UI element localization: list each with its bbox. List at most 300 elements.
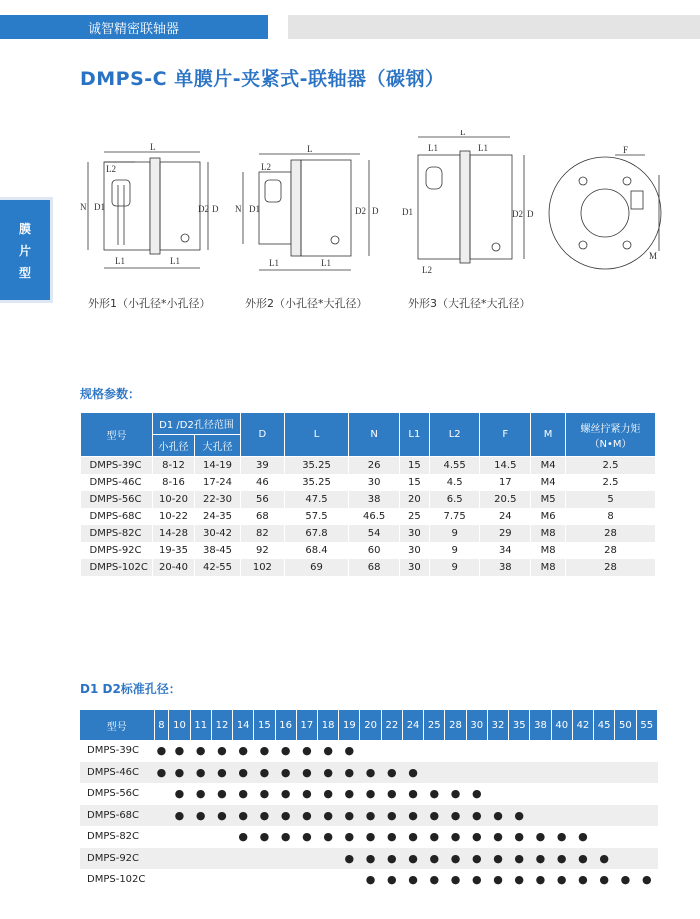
available-dot: ● xyxy=(254,762,275,784)
available-dot: ● xyxy=(233,740,254,762)
table-cell: 42-55 xyxy=(195,559,241,576)
table-cell: 30-42 xyxy=(195,525,241,542)
table-cell: 68 xyxy=(349,559,400,576)
table-cell: 34 xyxy=(480,542,531,559)
available-dot: ● xyxy=(445,826,466,848)
col-header-L2: L2 xyxy=(429,413,480,457)
available-dot: ● xyxy=(551,826,572,848)
table-cell: 38 xyxy=(349,491,400,508)
empty-cell xyxy=(530,762,551,784)
available-dot: ● xyxy=(154,740,169,762)
available-dot: ● xyxy=(190,805,211,827)
col-header-model: 型号 xyxy=(80,710,154,740)
table-cell: 35.25 xyxy=(284,457,349,474)
table-cell: 54 xyxy=(349,525,400,542)
figure-3-drawing xyxy=(402,130,534,275)
available-dot: ● xyxy=(318,783,339,805)
available-dot: ● xyxy=(360,783,381,805)
table-cell: 14-19 xyxy=(195,457,241,474)
available-dot: ● xyxy=(509,869,530,891)
table-row xyxy=(81,542,656,559)
table-cell: 9 xyxy=(429,542,480,559)
available-dot: ● xyxy=(211,762,232,784)
empty-cell xyxy=(551,783,572,805)
col-header-N: N xyxy=(349,413,400,457)
available-dot: ● xyxy=(318,826,339,848)
dim-label-L2: L2 xyxy=(422,265,432,275)
empty-cell xyxy=(636,805,657,827)
table-cell: 28 xyxy=(566,559,656,576)
available-dot: ● xyxy=(572,869,593,891)
empty-cell xyxy=(509,762,530,784)
empty-cell xyxy=(615,783,636,805)
empty-cell xyxy=(594,783,615,805)
table-cell: 68.4 xyxy=(284,542,349,559)
empty-cell xyxy=(551,740,572,762)
col-header-size: 50 xyxy=(615,710,636,740)
empty-cell xyxy=(154,848,169,870)
table-cell: 6.5 xyxy=(429,491,480,508)
table-cell: 20.5 xyxy=(480,491,531,508)
side-tab-char: 膜 xyxy=(18,221,31,236)
empty-cell xyxy=(339,869,360,891)
dim-label-L: L xyxy=(460,130,466,137)
dim-label-L2: L2 xyxy=(106,164,116,174)
dim-label-L1: L1 xyxy=(269,258,279,268)
brand-name: 诚智精密联轴器 xyxy=(88,22,180,37)
empty-cell xyxy=(445,740,466,762)
available-dot: ● xyxy=(445,805,466,827)
table-cell: 25 xyxy=(399,508,429,525)
empty-cell xyxy=(360,740,381,762)
available-dot: ● xyxy=(466,805,487,827)
empty-cell xyxy=(530,805,551,827)
empty-cell xyxy=(594,826,615,848)
available-dot: ● xyxy=(402,826,423,848)
available-dot: ● xyxy=(381,783,402,805)
col-header-size: 14 xyxy=(233,710,254,740)
table-row xyxy=(80,826,658,848)
dim-label-D: D xyxy=(212,204,219,214)
dim-label-D1: D1 xyxy=(94,202,105,212)
empty-cell xyxy=(636,783,657,805)
available-dot: ● xyxy=(339,740,360,762)
empty-cell xyxy=(445,762,466,784)
empty-cell xyxy=(318,848,339,870)
table-row xyxy=(80,869,658,891)
side-tab-char: 片 xyxy=(18,243,31,258)
table-cell: M5 xyxy=(531,491,566,508)
table-cell: 14-28 xyxy=(153,525,195,542)
model-cell: DMPS-82C xyxy=(81,525,153,542)
spec-table xyxy=(80,412,656,576)
available-dot: ● xyxy=(466,783,487,805)
empty-cell xyxy=(154,869,169,891)
dim-label-D1: D1 xyxy=(402,207,413,217)
empty-cell xyxy=(466,762,487,784)
dim-label-L1: L1 xyxy=(170,256,180,266)
available-dot: ● xyxy=(318,805,339,827)
table-cell: 82 xyxy=(241,525,285,542)
empty-cell xyxy=(296,848,317,870)
table-cell: 19-35 xyxy=(153,542,195,559)
empty-cell xyxy=(233,869,254,891)
empty-cell xyxy=(190,826,211,848)
available-dot: ● xyxy=(169,740,190,762)
table-cell: 5 xyxy=(566,491,656,508)
available-dot: ● xyxy=(211,740,232,762)
empty-cell xyxy=(296,869,317,891)
available-dot: ● xyxy=(190,783,211,805)
available-dot: ● xyxy=(360,869,381,891)
empty-cell xyxy=(551,805,572,827)
available-dot: ● xyxy=(530,826,551,848)
dim-label-L1: L1 xyxy=(478,143,488,153)
empty-cell xyxy=(572,783,593,805)
model-cell: DMPS-39C xyxy=(80,740,154,762)
available-dot: ● xyxy=(551,869,572,891)
table-row xyxy=(81,525,656,542)
table-cell: 9 xyxy=(429,559,480,576)
dim-label-D2: D2 xyxy=(198,204,209,214)
available-dot: ● xyxy=(233,826,254,848)
available-dot: ● xyxy=(190,740,211,762)
table-row xyxy=(81,491,656,508)
col-header-size: 35 xyxy=(509,710,530,740)
available-dot: ● xyxy=(169,783,190,805)
table-cell: 29 xyxy=(480,525,531,542)
empty-cell xyxy=(169,826,190,848)
empty-cell xyxy=(594,762,615,784)
empty-cell xyxy=(318,869,339,891)
table-cell: 38 xyxy=(480,559,531,576)
empty-cell xyxy=(509,783,530,805)
table-cell: 8-12 xyxy=(153,457,195,474)
col-header-M: M xyxy=(531,413,566,457)
table-row xyxy=(81,508,656,525)
dim-label-D2: D2 xyxy=(512,209,523,219)
available-dot: ● xyxy=(254,826,275,848)
table-cell: 35.25 xyxy=(284,474,349,491)
dim-label-L: L xyxy=(307,144,313,154)
table-cell: 2.5 xyxy=(566,457,656,474)
empty-cell xyxy=(381,740,402,762)
dim-label-F: F xyxy=(623,145,629,155)
available-dot: ● xyxy=(551,848,572,870)
col-header-bore-range: D1 /D2孔径范围 xyxy=(153,413,241,435)
empty-cell xyxy=(636,762,657,784)
available-dot: ● xyxy=(636,869,657,891)
col-header-size: 16 xyxy=(275,710,296,740)
empty-cell xyxy=(487,740,508,762)
table-cell: 68 xyxy=(241,508,285,525)
table-cell: 56 xyxy=(241,491,285,508)
header-bar xyxy=(0,15,268,39)
empty-cell xyxy=(233,848,254,870)
dim-label-L1: L1 xyxy=(428,143,438,153)
available-dot: ● xyxy=(275,762,296,784)
bore-size-table xyxy=(80,710,658,891)
available-dot: ● xyxy=(169,762,190,784)
dim-label-D1: D1 xyxy=(249,204,260,214)
model-cell: DMPS-46C xyxy=(81,474,153,491)
available-dot: ● xyxy=(509,848,530,870)
available-dot: ● xyxy=(254,783,275,805)
coupling-drawings xyxy=(70,130,670,290)
available-dot: ● xyxy=(233,805,254,827)
empty-cell xyxy=(254,869,275,891)
available-dot: ● xyxy=(211,805,232,827)
table-cell: 28 xyxy=(566,525,656,542)
dim-label-L: L xyxy=(150,142,156,152)
available-dot: ● xyxy=(275,740,296,762)
empty-cell xyxy=(154,783,169,805)
model-cell: DMPS-39C xyxy=(81,457,153,474)
model-cell: DMPS-102C xyxy=(81,559,153,576)
spec-section-title: 规格参数： xyxy=(80,387,141,401)
available-dot: ● xyxy=(233,762,254,784)
available-dot: ● xyxy=(572,826,593,848)
empty-cell xyxy=(275,848,296,870)
col-header-size: 25 xyxy=(424,710,445,740)
table-cell: M8 xyxy=(531,542,566,559)
available-dot: ● xyxy=(190,762,211,784)
table-row xyxy=(80,740,658,762)
empty-cell xyxy=(509,740,530,762)
available-dot: ● xyxy=(509,805,530,827)
available-dot: ● xyxy=(318,762,339,784)
model-cell: DMPS-68C xyxy=(80,805,154,827)
table-cell: 30 xyxy=(399,525,429,542)
available-dot: ● xyxy=(360,762,381,784)
model-cell: DMPS-92C xyxy=(80,848,154,870)
page-title: DMPS-C 单膜片-夹紧式-联轴器（碳钢） xyxy=(80,68,445,90)
available-dot: ● xyxy=(360,848,381,870)
available-dot: ● xyxy=(296,805,317,827)
table-cell: 30 xyxy=(349,474,400,491)
col-header-size: 42 xyxy=(572,710,593,740)
col-header-size: 15 xyxy=(254,710,275,740)
available-dot: ● xyxy=(381,805,402,827)
model-cell: DMPS-46C xyxy=(80,762,154,784)
col-header-torque xyxy=(566,413,656,457)
table-cell: 46.5 xyxy=(349,508,400,525)
available-dot: ● xyxy=(296,783,317,805)
available-dot: ● xyxy=(381,762,402,784)
table-cell: 39 xyxy=(241,457,285,474)
figure-1-drawing xyxy=(80,142,219,268)
col-header-size: 32 xyxy=(487,710,508,740)
empty-cell xyxy=(551,762,572,784)
col-header-size: 45 xyxy=(594,710,615,740)
dim-label-L2: L2 xyxy=(261,162,271,172)
dim-label-D2: D2 xyxy=(355,206,366,216)
table-cell: 102 xyxy=(241,559,285,576)
available-dot: ● xyxy=(424,783,445,805)
available-dot: ● xyxy=(360,805,381,827)
col-header-size: 22 xyxy=(381,710,402,740)
dim-label-N: N xyxy=(235,204,242,214)
available-dot: ● xyxy=(445,869,466,891)
empty-cell xyxy=(169,848,190,870)
empty-cell xyxy=(594,805,615,827)
table-cell: 92 xyxy=(241,542,285,559)
dim-label-M: M xyxy=(649,251,658,261)
figure-2-drawing xyxy=(235,144,379,270)
available-dot: ● xyxy=(530,848,551,870)
dim-label-N: N xyxy=(80,202,87,212)
table-cell: 24-35 xyxy=(195,508,241,525)
side-tab xyxy=(0,200,50,300)
available-dot: ● xyxy=(339,783,360,805)
model-cell: DMPS-82C xyxy=(80,826,154,848)
table-row xyxy=(81,457,656,474)
table-cell: M8 xyxy=(531,559,566,576)
col-header-size: 10 xyxy=(169,710,190,740)
available-dot: ● xyxy=(424,869,445,891)
col-header-size: 28 xyxy=(445,710,466,740)
available-dot: ● xyxy=(487,805,508,827)
available-dot: ● xyxy=(339,762,360,784)
available-dot: ● xyxy=(402,762,423,784)
empty-cell xyxy=(530,740,551,762)
table-cell: 47.5 xyxy=(284,491,349,508)
col-header-size: 40 xyxy=(551,710,572,740)
available-dot: ● xyxy=(254,805,275,827)
available-dot: ● xyxy=(445,783,466,805)
table-cell: 10-22 xyxy=(153,508,195,525)
table-cell: 26 xyxy=(349,457,400,474)
available-dot: ● xyxy=(615,869,636,891)
table-cell: 4.5 xyxy=(429,474,480,491)
empty-cell xyxy=(572,805,593,827)
empty-cell xyxy=(615,848,636,870)
table-cell: 8 xyxy=(566,508,656,525)
empty-cell xyxy=(211,869,232,891)
table-cell: 15 xyxy=(399,474,429,491)
dim-label-L1: L1 xyxy=(115,256,125,266)
empty-cell xyxy=(275,869,296,891)
table-cell: M8 xyxy=(531,525,566,542)
table-cell: 28 xyxy=(566,542,656,559)
empty-cell xyxy=(487,783,508,805)
empty-cell xyxy=(424,740,445,762)
end-view-drawing xyxy=(549,145,661,269)
available-dot: ● xyxy=(402,848,423,870)
empty-cell xyxy=(190,848,211,870)
available-dot: ● xyxy=(530,869,551,891)
empty-cell xyxy=(615,826,636,848)
col-header-L1: L1 xyxy=(399,413,429,457)
col-header-large-bore: 大孔径 xyxy=(195,435,241,457)
col-header-size: 17 xyxy=(296,710,317,740)
available-dot: ● xyxy=(169,805,190,827)
table-cell: 15 xyxy=(399,457,429,474)
empty-cell xyxy=(572,762,593,784)
available-dot: ● xyxy=(339,826,360,848)
available-dot: ● xyxy=(339,848,360,870)
table-cell: 7.75 xyxy=(429,508,480,525)
available-dot: ● xyxy=(594,848,615,870)
figure-caption-2: 外形2（小孔径*大孔径） xyxy=(245,297,368,310)
model-cell: DMPS-102C xyxy=(80,869,154,891)
available-dot: ● xyxy=(594,869,615,891)
table-cell: 8-16 xyxy=(153,474,195,491)
model-cell: DMPS-56C xyxy=(80,783,154,805)
available-dot: ● xyxy=(275,783,296,805)
available-dot: ● xyxy=(381,848,402,870)
table-cell: M6 xyxy=(531,508,566,525)
table-cell: 60 xyxy=(349,542,400,559)
col-header-model: 型号 xyxy=(81,413,153,457)
available-dot: ● xyxy=(424,826,445,848)
table-cell: M4 xyxy=(531,457,566,474)
table-row xyxy=(81,559,656,576)
col-header-small-bore: 小孔径 xyxy=(153,435,195,457)
empty-cell xyxy=(211,848,232,870)
empty-cell xyxy=(615,762,636,784)
table-cell: 38-45 xyxy=(195,542,241,559)
col-header-size: 12 xyxy=(211,710,232,740)
available-dot: ● xyxy=(254,740,275,762)
model-cell: DMPS-92C xyxy=(81,542,153,559)
available-dot: ● xyxy=(487,826,508,848)
available-dot: ● xyxy=(445,848,466,870)
table-cell: 9 xyxy=(429,525,480,542)
table-row xyxy=(80,805,658,827)
header-bar-right xyxy=(288,15,700,39)
empty-cell xyxy=(211,826,232,848)
col-header-size: 8 xyxy=(154,710,169,740)
table-row xyxy=(80,848,658,870)
table-cell: 22-30 xyxy=(195,491,241,508)
table-row xyxy=(80,762,658,784)
available-dot: ● xyxy=(487,869,508,891)
empty-cell xyxy=(615,740,636,762)
table-cell: 30 xyxy=(399,542,429,559)
empty-cell xyxy=(572,740,593,762)
available-dot: ● xyxy=(154,762,169,784)
col-header-size: 18 xyxy=(318,710,339,740)
empty-cell xyxy=(169,869,190,891)
available-dot: ● xyxy=(318,740,339,762)
col-header-L: L xyxy=(284,413,349,457)
dim-label-L1: L1 xyxy=(321,258,331,268)
empty-cell xyxy=(424,762,445,784)
holes-section-title: D1 D2标准孔径： xyxy=(80,682,181,696)
empty-cell xyxy=(487,762,508,784)
empty-cell xyxy=(636,826,657,848)
empty-cell xyxy=(594,740,615,762)
available-dot: ● xyxy=(275,805,296,827)
torque-unit: （N•M） xyxy=(589,438,632,450)
available-dot: ● xyxy=(402,783,423,805)
table-cell: 17-24 xyxy=(195,474,241,491)
available-dot: ● xyxy=(402,805,423,827)
col-header-size: 20 xyxy=(360,710,381,740)
table-cell: M4 xyxy=(531,474,566,491)
table-cell: 57.5 xyxy=(284,508,349,525)
empty-cell xyxy=(466,740,487,762)
empty-cell xyxy=(154,805,169,827)
table-cell: 46 xyxy=(241,474,285,491)
available-dot: ● xyxy=(360,826,381,848)
table-row xyxy=(80,783,658,805)
empty-cell xyxy=(615,805,636,827)
figure-caption-3: 外形3（大孔径*大孔径） xyxy=(408,297,531,310)
available-dot: ● xyxy=(233,783,254,805)
col-header-size: 38 xyxy=(530,710,551,740)
